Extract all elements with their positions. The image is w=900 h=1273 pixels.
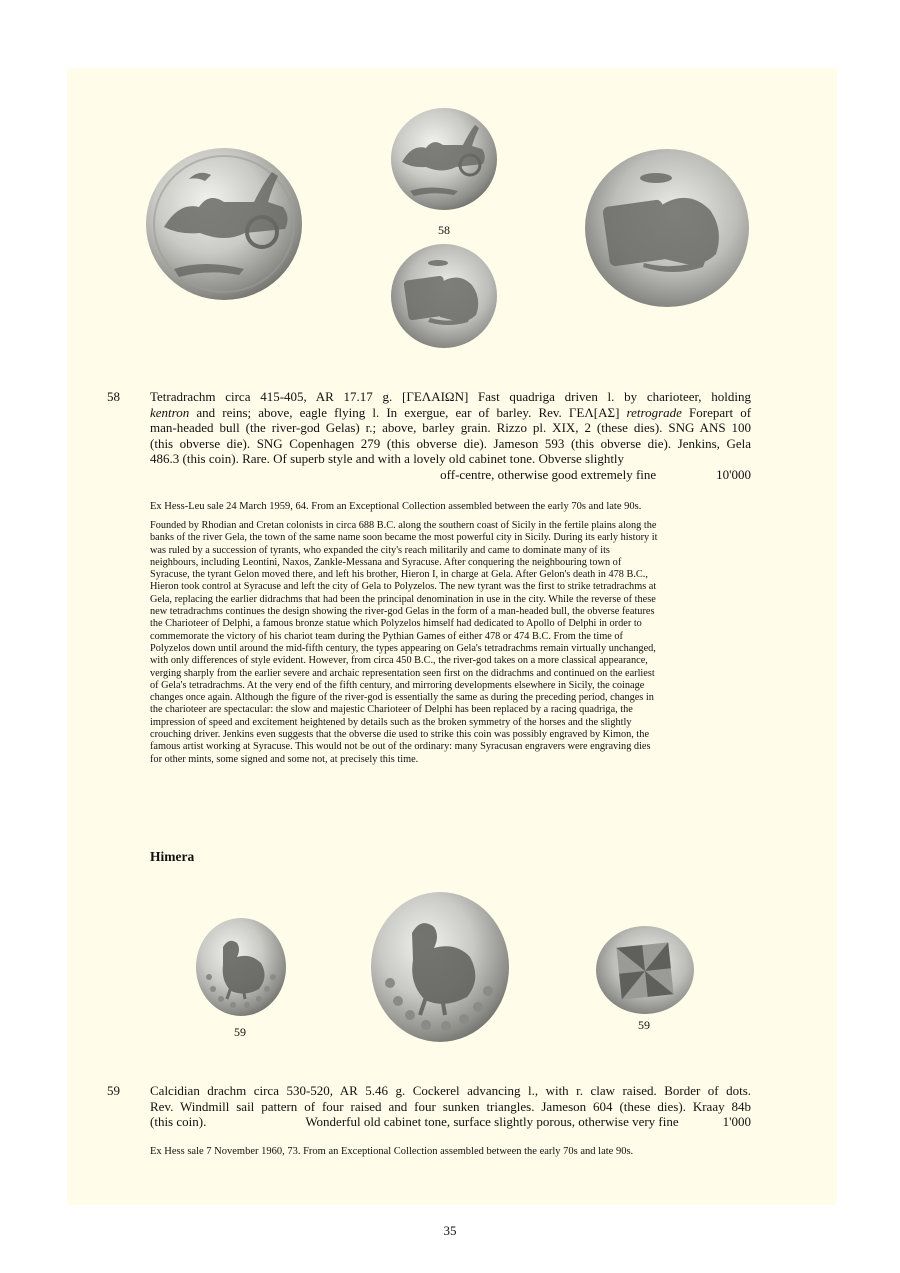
essay-line: Polyzelos down until around the mid-fifth century, the types appearing on Gela's tetradrachms remain virtually unchanged, [150, 642, 656, 654]
lot-58-condition-row [150, 467, 751, 483]
lot-58-kentron: kentron [150, 404, 190, 420]
essay-line: Syracuse, the tyrant Gelon moved there, and left his brother, Hieron I, in charge at Gela. After Gelon's death in 478 B.C., [150, 569, 648, 581]
lot-59-provenance: Ex Hess sale 7 November 1960, 73. From an Exceptional Collection assembled between the early 70s and late 90s. [150, 1146, 634, 1157]
essay-line: verging sharply from the earlier severe and archaic representation seen first on the didrachms and continued on the earliest [150, 667, 655, 679]
essay-line: impression of speed and excitement heightened by details such as the broken symmetry of the horses and the slightly [150, 716, 632, 728]
lot-58-condition: off-centre, otherwise good extremely fine [440, 466, 657, 482]
essay-line: of Gela's tetradrachms. At the very end of the fifth century, and mirroring developments elsewhere in Sicily, the coinage [150, 679, 645, 691]
essay-line: the Charioteer of Delphi, a famous bronze statue which Polyzelos himself had dedicated to Apollo of Delphi in order to [150, 618, 642, 630]
essay-line: Gela, replacing the earlier didrachms that had been the principal denomination in use in the city. While the reverse of these [150, 593, 656, 605]
lot-58-line-2: kentron and reins; above, eagle flying l. In exergue, ear of barley. Rev. ΓΕΛ[ΑΣ] retrograde Forepart of [150, 404, 752, 420]
essay-line: banks of the river Gela, the town of the same name soon became the most powerful city in Sicily. During its early history it [150, 532, 658, 544]
lot-58-provenance: Ex Hess-Leu sale 24 March 1959, 64. From an Exceptional Collection assembled between the early 70s and late 90s. [150, 501, 642, 512]
essay-line: crouching driver. Jenkins even suggests that the obverse die used to strike this coin was possibly engraved by Kimon, the [150, 729, 650, 741]
coin-58-reverse-large [584, 148, 750, 308]
essay-line: for other mints, some signed and some not, at precisely this time. [150, 753, 419, 765]
windmill-sail-icon [616, 942, 673, 999]
lot-59-condition-row [150, 1114, 751, 1130]
section-title-himera: Himera [150, 849, 195, 864]
lot-number-59: 59 [107, 1083, 120, 1098]
coin-label-59-right: 59 [638, 1018, 650, 1032]
essay-line: commemorate the victory of his chariot team during the Pythian Games of either 478 or 474 B.C. From the time of [150, 630, 623, 642]
lot-58-description [150, 389, 751, 482]
coin-label-58: 58 [438, 223, 450, 237]
lot-58-line-5: 486.3 (this coin). Rare. Of superb style and with a lovely old cabinet tone. Obverse slightly [150, 451, 625, 466]
coin-59-obverse-large [370, 891, 510, 1043]
page-number: 35 [443, 1223, 457, 1238]
coin-59-reverse [595, 925, 695, 1015]
essay-line: changes once again. Although the figure of the river-god is essentially the same as during the preceding period, changes in [150, 692, 654, 704]
lot-58-essay [150, 520, 751, 766]
essay-line: neighbours, including Leontini, Naxos, Zankle-Messana and Syracuse. After conquering the neighbouring town of [150, 556, 622, 568]
lot-59-price: 1'000 [722, 1114, 751, 1129]
lot-59-description [150, 1083, 751, 1130]
lot-58-line-3: man-headed bull (the river-god Gelas) r.; above, barley grain. Rizzo pl. XIX, 2 (these dies). SNG ANS 100 [150, 420, 751, 435]
lot-59-condition: Wonderful old cabinet tone, surface slightly porous, otherwise very fine [305, 1114, 679, 1129]
lot-58-retrograde: retrograde [626, 404, 682, 420]
essay-line: Hieron took control at Syracuse and left the city of Gela to Polyzelos. The new tyrant was the first to strike tetradrachms at [150, 581, 657, 593]
essay-line: was ruled by a succession of tyrants, who expanded the city's reach militarily and came to dominate many of its [150, 544, 610, 556]
coin-label-59-left: 59 [234, 1025, 246, 1039]
lot-58-line-1: Tetradrachm circa 415-405, AR 17.17 g. [ΓΕΛΑΙΩΝ] Fast quadriga driven l. by charioteer, holding [150, 389, 751, 404]
coin-58-reverse-small [390, 243, 498, 349]
essay-line: new tetradrachms continues the design showing the river-god Gelas in the form of a man-headed bull, the obverse features [150, 606, 655, 618]
coin-59-obverse-small [195, 917, 287, 1017]
lot-58-line-4: (this obverse die). SNG Copenhagen 279 (this obverse die). Jameson 593 (this obverse die). Jenkins, Gela [150, 435, 751, 451]
lot-59-line-2: Rev. Windmill sail pattern of four raised and four sunken triangles. Jameson 604 (these dies). Kraay 84b [150, 1098, 751, 1114]
essay-line: famous artist working at Syracuse. This would not be out of the ordinary: many Syracusan engravers were engraving dies [150, 741, 651, 753]
coin-58-obverse-large [144, 147, 304, 302]
lot-59-line-1: Calcidian drachm circa 530-520, AR 5.46 g. Cockerel advancing l., with r. claw raised. Border of dots. [150, 1083, 751, 1098]
essay-line: Founded by Rhodian and Cretan colonists in circa 688 B.C. along the southern coast of Sicily in the fertile plains along the [150, 520, 657, 531]
essay-line: the charioteer are spectacular: the slow and majestic Charioteer of Delphi has been replaced by a racing quadriga, the [150, 704, 633, 716]
lot-58-price: 10'000 [716, 466, 751, 482]
lot-number-58: 58 [107, 389, 120, 404]
essay-line: with only differences of style evident. However, from circa 450 B.C., the river-god takes on a more classical appearance, [150, 655, 648, 667]
lot-59-last-left: (this coin). [150, 1114, 207, 1129]
coin-58-obverse-small [390, 107, 498, 212]
